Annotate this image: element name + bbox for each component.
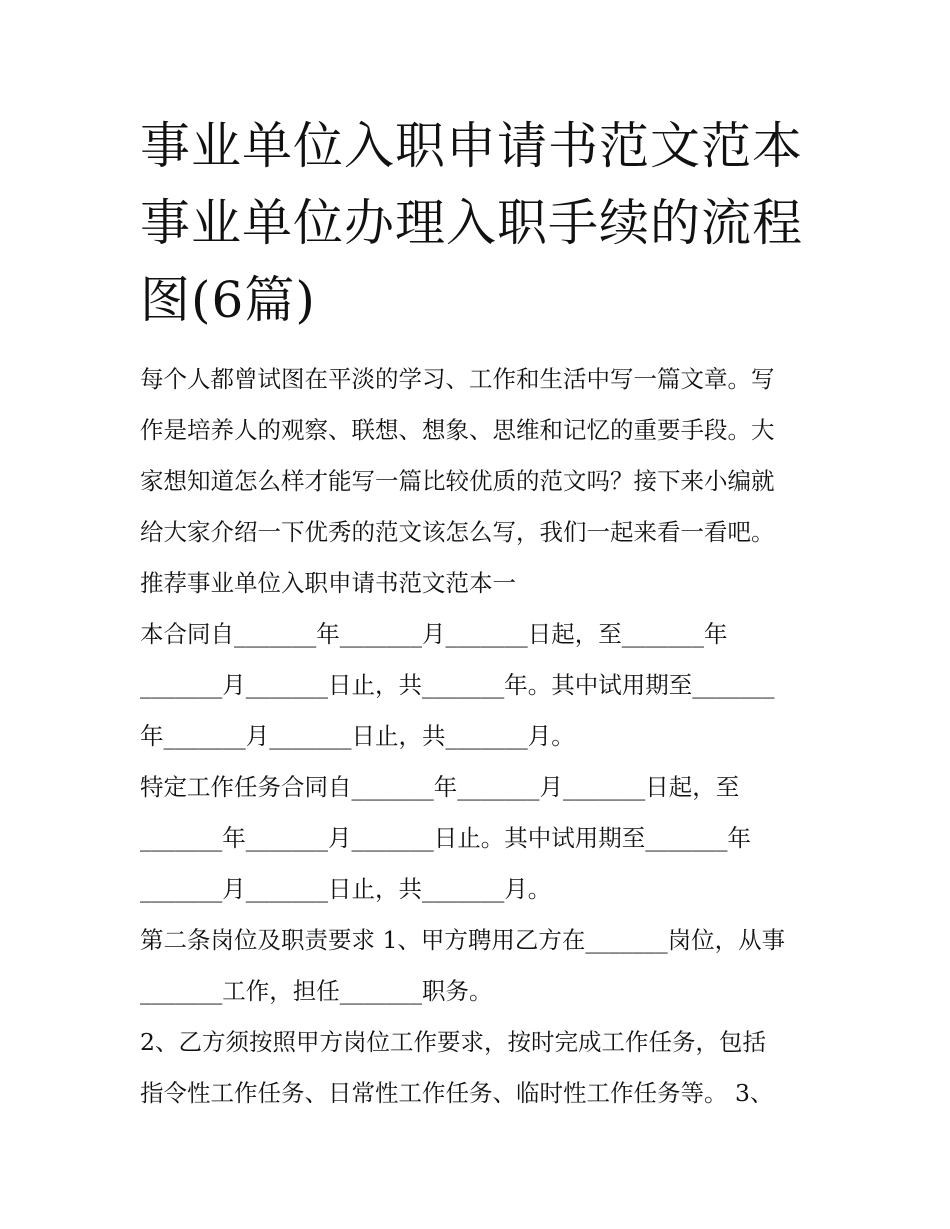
body-line: 指令性工作任务、日常性工作任务、临时性工作任务等。 3、 bbox=[140, 1079, 774, 1107]
body-line: 推荐事业单位入职申请书范文范本一 bbox=[140, 569, 516, 597]
title-line: 图(6篇) bbox=[140, 271, 316, 329]
body-line: 每个人都曾试图在平淡的学习、工作和生活中写一篇文章。写 bbox=[140, 365, 775, 393]
title-line: 事业单位办理入职手续的流程 bbox=[140, 194, 803, 252]
body-line: _______年_______月_______日止。其中试用期至_______年 bbox=[140, 824, 751, 852]
body-line: 作是培养人的观察、联想、想象、思维和记忆的重要手段。大 bbox=[140, 416, 775, 444]
document-body bbox=[140, 354, 830, 1119]
body-line: _______月_______日止，共_______年。其中试用期至_______ bbox=[140, 671, 775, 699]
body-line: 给大家介绍一下优秀的范文该怎么写，我们一起来看一看吧。 bbox=[140, 518, 775, 546]
body-line: _______月_______日止，共_______月。 bbox=[140, 875, 552, 903]
body-line: 特定工作任务合同自_______年_______月_______日起，至 bbox=[140, 773, 740, 801]
body-line: 家想知道怎么样才能写一篇比较优质的范文吗？接下来小编就 bbox=[140, 467, 775, 495]
title-line: 事业单位入职申请书范文范本 bbox=[140, 117, 803, 175]
body-line: 本合同自_______年_______月_______日起，至_______年 bbox=[140, 620, 728, 648]
document-title bbox=[140, 108, 820, 339]
body-line: 2、乙方须按照甲方岗位工作要求，按时完成工作任务，包括 bbox=[140, 1028, 766, 1056]
body-line: 第二条岗位及职责要求 1、甲方聘用乙方在_______岗位，从事 bbox=[140, 926, 786, 954]
body-line: 年_______月_______日止，共_______月。 bbox=[140, 722, 575, 750]
body-line: _______工作，担任_______职务。 bbox=[140, 977, 493, 1005]
